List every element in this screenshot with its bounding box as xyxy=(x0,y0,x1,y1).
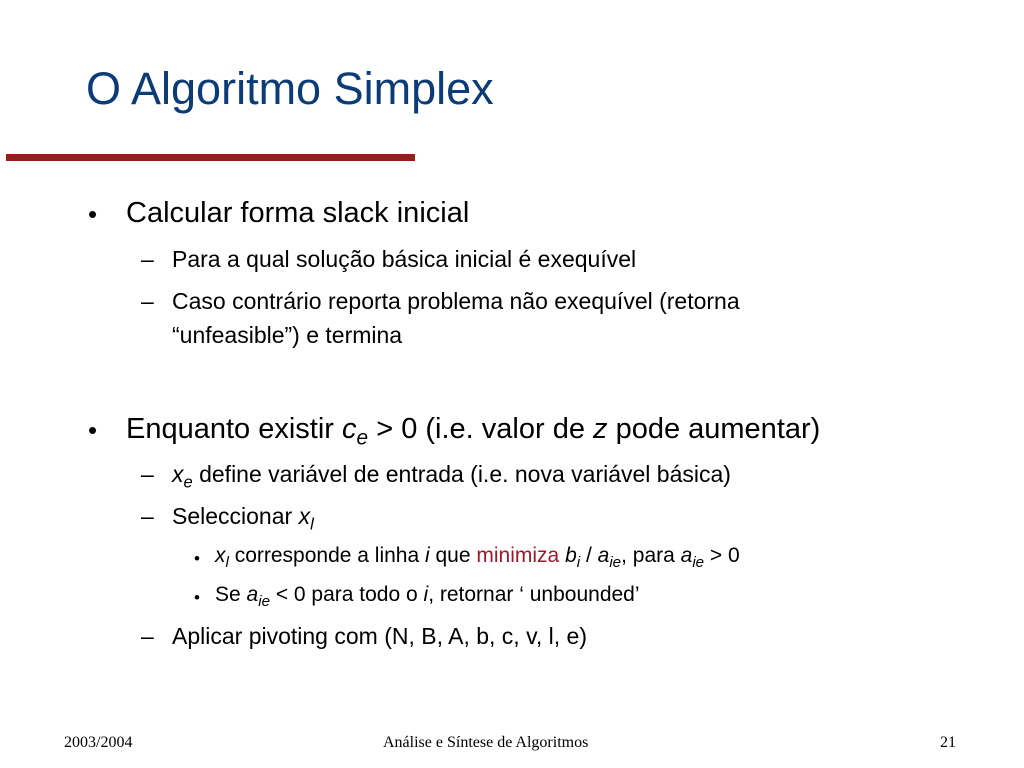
sub-item-caso-contrario-cont: “unfeasible”) e termina xyxy=(172,322,403,348)
sub-item-seleccionar: Seleccionar $x_l$ xyxy=(172,503,314,534)
bullet-enquanto: Enquanto existir $c_e > 0$ (i.e. valor de z pode aumentar) xyxy=(126,413,821,450)
bullet-calcular: Calcular forma slack inicial xyxy=(126,197,470,229)
slide-title: O Algoritmo Simplex xyxy=(86,63,494,114)
dash-marker: – xyxy=(141,623,154,649)
dash-marker: – xyxy=(141,503,154,529)
sub-sub-item-se-aie: Se $a_{ie} < 0$ para todo o i, retornar ‘ unbounded’ xyxy=(215,583,640,610)
dash-marker: – xyxy=(141,461,154,487)
sub-item-caso-contrario: Caso contrário reporta problema não exequível (retorna xyxy=(172,288,740,314)
bullet-marker: • xyxy=(88,415,98,445)
dash-marker: – xyxy=(141,246,154,272)
sub-item-xe-define: $x_e$ define variável de entrada (i.e. nova variável básica) xyxy=(172,461,731,492)
title-underline xyxy=(6,154,415,161)
footer-page-number: 21 xyxy=(940,734,956,751)
bullet-marker: • xyxy=(88,199,98,229)
bullet-marker: • xyxy=(194,549,200,568)
footer-course: Análise e Síntese de Algoritmos xyxy=(383,734,589,751)
minimiza-highlight: minimiza xyxy=(476,544,560,567)
dash-marker: – xyxy=(141,288,154,314)
sub-item-aplicar-pivoting: Aplicar pivoting com (N, B, A, b, c, v, l, e) xyxy=(172,623,587,649)
footer-year: 2003/2004 xyxy=(64,734,133,751)
sub-item-solucao: Para a qual solução básica inicial é exequível xyxy=(172,246,637,272)
sub-sub-item-xl-corresponde: $x_l$ corresponde a linha i que minimiza $b_i / a_{ie}$, para $a_{ie} > 0$ xyxy=(215,544,740,571)
bullet-marker: • xyxy=(194,588,200,607)
